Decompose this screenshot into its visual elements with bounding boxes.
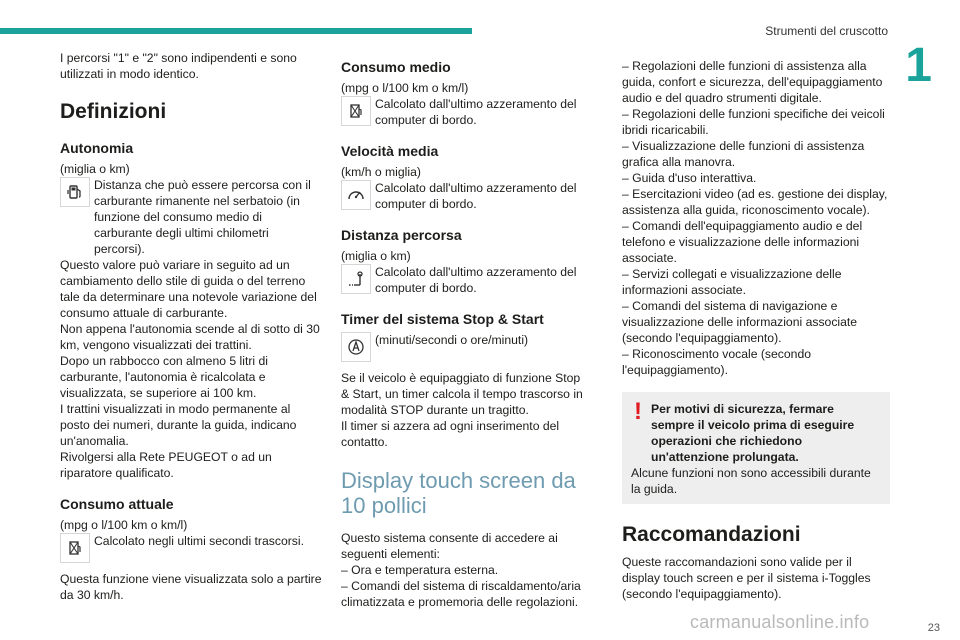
column-2 xyxy=(341,50,586,610)
fuel-pump-icon xyxy=(60,177,90,207)
timer-unit: (minuti/secondi o ore/minuti) xyxy=(375,333,529,347)
display-item-5: – Visualizzazione delle funzioni di assistenza grafica alla manovra. xyxy=(622,139,865,169)
display-item-10: – Comandi del sistema di navigazione e visualizzazione delle informazioni associate (secondo l'equipaggiamento). xyxy=(622,299,858,345)
display-heading: Display touch screen da 10 pollici xyxy=(341,468,576,518)
autonomia-heading: Autonomia xyxy=(60,140,134,156)
display-item-4: – Regolazioni delle funzioni specifiche dei veicoli ibridi ricaricabili. xyxy=(622,107,885,137)
raccomandazioni-heading: Raccomandazioni xyxy=(622,523,801,546)
display-item-7: – Esercitazioni video (ad es. gestione dei display, assistenza alla guida, riconoscimento vocale). xyxy=(622,187,888,217)
velocita-media-unit: (km/h o miglia) xyxy=(341,165,421,179)
velocita-media-text: Calcolato dall'ultimo azzeramento del computer di bordo. xyxy=(375,181,577,211)
display-item-3: – Regolazioni delle funzioni di assistenza alla guida, confort e sicurezza, dell'equipaggiamento audio e del quadro strumenti digitale. xyxy=(622,59,883,105)
display-item-1: – Ora e temperatura esterna. xyxy=(341,563,499,577)
chapter-number: 1 xyxy=(905,39,932,92)
distanza-percorsa-heading: Distanza percorsa xyxy=(341,227,462,243)
velocita-media-row xyxy=(341,180,586,212)
consumo-medio-heading: Consumo medio xyxy=(341,59,451,75)
distanza-percorsa-text: Calcolato dall'ultimo azzeramento del computer di bordo. xyxy=(375,265,577,295)
autonomia-unit: (miglia o km) xyxy=(60,162,130,176)
speedometer-icon xyxy=(341,180,371,210)
section-title: Strumenti del cruscotto xyxy=(765,24,888,38)
autonomia-line-6: Rivolgersi alla Rete PEUGEOT o ad un riparatore qualificato. xyxy=(60,450,272,480)
display-item-8: – Comandi dell'equipaggiamento audio e del telefono e visualizzazione delle informazioni associate. xyxy=(622,219,863,265)
timer-row xyxy=(341,332,586,362)
safety-warning-box xyxy=(622,392,890,504)
autonomia-row xyxy=(60,177,322,257)
autonomia-line-2: Questo valore può variare in seguito ad un cambiamento dello stile di guida o del terreno tale da determinare una notevole variazione del consumo attuale di carburante. xyxy=(60,258,317,320)
fuel-consumption-icon xyxy=(60,533,90,563)
timer-heading: Timer del sistema Stop & Start xyxy=(341,311,544,327)
header-accent-bar xyxy=(0,28,472,34)
timer-line-2: Il timer si azzera ad ogni inserimento del contatto. xyxy=(341,419,560,449)
warning-normal-text: Alcune funzioni non sono accessibili durante la guida. xyxy=(631,466,871,496)
raccomandazioni-text: Queste raccomandazioni sono valide per il display touch screen e per il sistema i-Toggles (secondo l'equipaggiamento). xyxy=(622,555,871,601)
column-1 xyxy=(60,50,322,603)
consumo-attuale-row xyxy=(60,533,322,563)
fuel-consumption-icon xyxy=(341,96,371,126)
consumo-attuale-heading: Consumo attuale xyxy=(60,496,174,512)
display-item-11: – Riconoscimento vocale (secondo l'equipaggiamento). xyxy=(622,347,812,377)
warning-bold-text: Per motivi di sicurezza, fermare sempre il veicolo prima di eseguire operazioni che richiedono un'attenzione prolungata. xyxy=(651,402,855,464)
autonomia-line-4: Dopo un rabbocco con almeno 5 litri di carburante, l'autonomia è ricalcolata e visualizzata, se superiore ai 100 km. xyxy=(60,354,268,400)
display-item-9: – Servizi collegati e visualizzazione delle informazioni associate. xyxy=(622,267,842,297)
warning-exclamation-icon: ! xyxy=(634,398,642,425)
display-item-6: – Guida d'uso interattiva. xyxy=(622,171,757,185)
distanza-percorsa-row xyxy=(341,264,586,296)
consumo-medio-row xyxy=(341,96,586,128)
consumo-attuale-text: Calcolato negli ultimi secondi trascorsi. xyxy=(94,534,304,548)
autonomia-line-3: Non appena l'autonomia scende al di sotto di 30 km, vengono visualizzati dei trattini. xyxy=(60,322,320,352)
consumo-medio-text: Calcolato dall'ultimo azzeramento del computer di bordo. xyxy=(375,97,577,127)
definitions-heading: Definizioni xyxy=(60,100,167,123)
consumo-attuale-unit: (mpg o l/100 km o km/l) xyxy=(60,518,188,532)
column-3 xyxy=(622,58,890,602)
consumo-attuale-note: Questa funzione viene visualizzata solo a partire da 30 km/h. xyxy=(60,572,322,602)
autonomia-line-1: Distanza che può essere percorsa con il carburante rimanente nel serbatoio (in funzione del consumo medio di carburante degli ultimi chilometri percorsi). xyxy=(94,178,311,256)
stop-start-icon xyxy=(341,332,371,362)
page-number: 23 xyxy=(927,622,940,634)
timer-line-1: Se il veicolo è equipaggiato di funzione Stop & Start, un timer calcola il tempo trascorso in modalità STOP durante un tragitto. xyxy=(341,371,583,417)
distance-flag-icon xyxy=(341,264,371,294)
display-item-2: – Comandi del sistema di riscaldamento/aria climatizzata e promemoria delle regolazioni. xyxy=(341,579,581,609)
distanza-percorsa-unit: (miglia o km) xyxy=(341,249,411,263)
autonomia-line-5: I trattini visualizzati in modo permanente al posto dei numeri, durante la guida, indicano un'anomalia. xyxy=(60,402,297,448)
consumo-medio-unit: (mpg o l/100 km o km/l) xyxy=(341,81,469,95)
velocita-media-heading: Velocità media xyxy=(341,143,439,159)
watermark-text: carmanualsonline.info xyxy=(690,612,870,632)
intro-text: I percorsi "1" e "2" sono indipendenti e sono utilizzati in modo identico. xyxy=(60,51,297,81)
display-intro: Questo sistema consente di accedere ai seguenti elementi: xyxy=(341,531,558,561)
